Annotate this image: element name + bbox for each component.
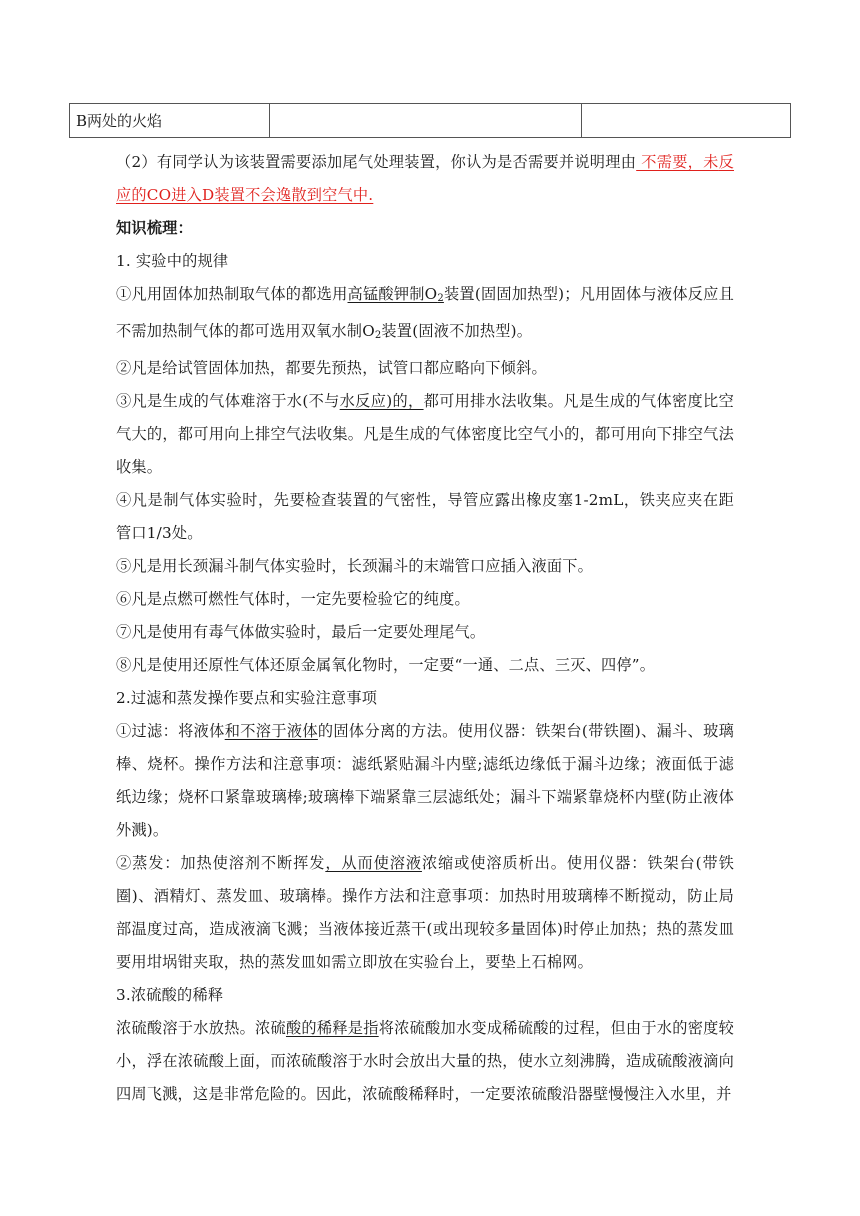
evaporation-text-a: ②蒸发：加热使溶剂不断挥发 xyxy=(116,854,326,872)
filtration-underlined: 和不溶于液体 xyxy=(224,722,318,740)
evaporation-underlined: ，从而使溶液 xyxy=(325,854,422,872)
evaporation-text-b: 浓缩或使溶质析出。使用仪器：铁架台(带铁圈)、酒精灯、蒸发皿、玻璃棒。操作方法和注意事项：加热时用玻璃棒不断搅动，防止局部温度过高，造成液滴飞溅；当液体接近蒸干(或出现较多量固体)时停止加热；热的蒸发皿要用坩埚钳夹取，热的蒸发皿如需立即放在实验台上，要垫上石棉网。 xyxy=(116,854,734,971)
rule-4: ④凡是制气体实验时，先要检查装置的气密性，导管应露出橡皮塞1-2mL，铁夹应夹在距管口1/3处。 xyxy=(116,491,734,542)
document-body xyxy=(116,146,734,1111)
rule-1 xyxy=(116,278,734,352)
rule-1-text-c: 装置(固液不加热型)。 xyxy=(381,322,533,340)
rule-3-text-a: ③凡是生成的气体难溶于水(不与 xyxy=(116,392,340,410)
rule-1-underlined-text: 高锰酸钾制O xyxy=(347,285,438,303)
rule-3-underlined: 水反应)的， xyxy=(339,392,424,410)
table-cell: B两处的火焰 xyxy=(70,104,270,138)
question-2-text: （2）有同学认为该装置需要添加尾气处理装置，你认为是否需要并说明理由 xyxy=(116,153,637,171)
section-3-title: 3.浓硫酸的稀释 xyxy=(116,986,224,1004)
rule-2: ②凡是给试管固体加热，都要先预热，试管口都应略向下倾斜。 xyxy=(116,359,547,377)
rule-3 xyxy=(116,385,734,484)
rule-8: ⑧凡是使用还原性气体还原金属氧化物时，一定要“一通、二点、三灭、四停”。 xyxy=(116,656,656,674)
question-2 xyxy=(116,146,734,212)
rule-3-text-b: 都可用排水法收集。凡是生成的气体密度比空气大的，都可用向上排空气法收集。凡是生成的气体密度比空气小的，都可用向下排空气法收集。 xyxy=(116,392,734,476)
table-cell xyxy=(582,104,791,138)
rule-1-text-a: ①凡用固体加热制取气体的都选用 xyxy=(116,285,348,303)
subscript: 2 xyxy=(374,330,382,341)
filtration-text-a: ①过滤：将液体 xyxy=(116,722,225,740)
rule-1-underlined xyxy=(348,285,444,303)
answer-part-2: 反应的CO进入D装置不会逸散到空气中. xyxy=(116,153,734,204)
section-2-title: 2.过滤和蒸发操作要点和实验注意事项 xyxy=(116,689,378,707)
table-row xyxy=(70,104,791,138)
dilution-paragraph xyxy=(116,1012,734,1111)
filtration-text-b: 的固体分离的方法。使用仪器：铁架台(带铁圈)、漏斗、玻璃棒、烧杯。操作方法和注意事项：滤纸紧贴漏斗内壁;滤纸边缘低于漏斗边缘；液面低于滤纸边缘；烧杯口紧靠玻璃棒;玻璃棒下端紧靠三层滤纸处；漏斗下端紧靠烧杯内壁(防止液体外溅)。 xyxy=(116,722,734,839)
rule-1-text-b: 装置(固固加热型)；凡用固体与液体反应且不需加热制气体的都可选用双氧水制O xyxy=(116,285,735,340)
section-heading: 知识梳理： xyxy=(116,219,193,237)
subscript: 2 xyxy=(437,293,444,304)
rule-5: ⑤凡是用长颈漏斗制气体实验时，长颈漏斗的末端管口应插入液面下。 xyxy=(116,557,594,575)
answer-table-fragment xyxy=(69,103,791,138)
dilution-underlined: 酸的稀释是指 xyxy=(285,1019,379,1037)
filtration-paragraph xyxy=(116,715,734,847)
section-1-title: 1. 实验中的规律 xyxy=(116,252,229,270)
evaporation-paragraph xyxy=(116,847,734,979)
rule-6: ⑥凡是点燃可燃性气体时，一定先要检验它的纯度。 xyxy=(116,590,470,608)
rule-7: ⑦凡是使用有毒气体做实验时，最后一定要处理尾气。 xyxy=(116,623,486,641)
dilution-text-a: 浓硫酸溶于水放热。浓硫 xyxy=(116,1019,286,1037)
answer-part-1: 不需要，未 xyxy=(636,153,719,171)
dilution-text-b: 将浓硫酸加水变成稀硫酸的过程，但由于水的密度较小，浮在浓硫酸上面，而浓硫酸溶于水时会放出大量的热，使水立刻沸腾，造成硫酸液滴向四周飞溅，这是非常危险的。因此，浓硫酸稀释时，一定要浓硫酸沿器壁慢慢注入水里，并 xyxy=(116,1019,735,1103)
table-cell xyxy=(270,104,582,138)
